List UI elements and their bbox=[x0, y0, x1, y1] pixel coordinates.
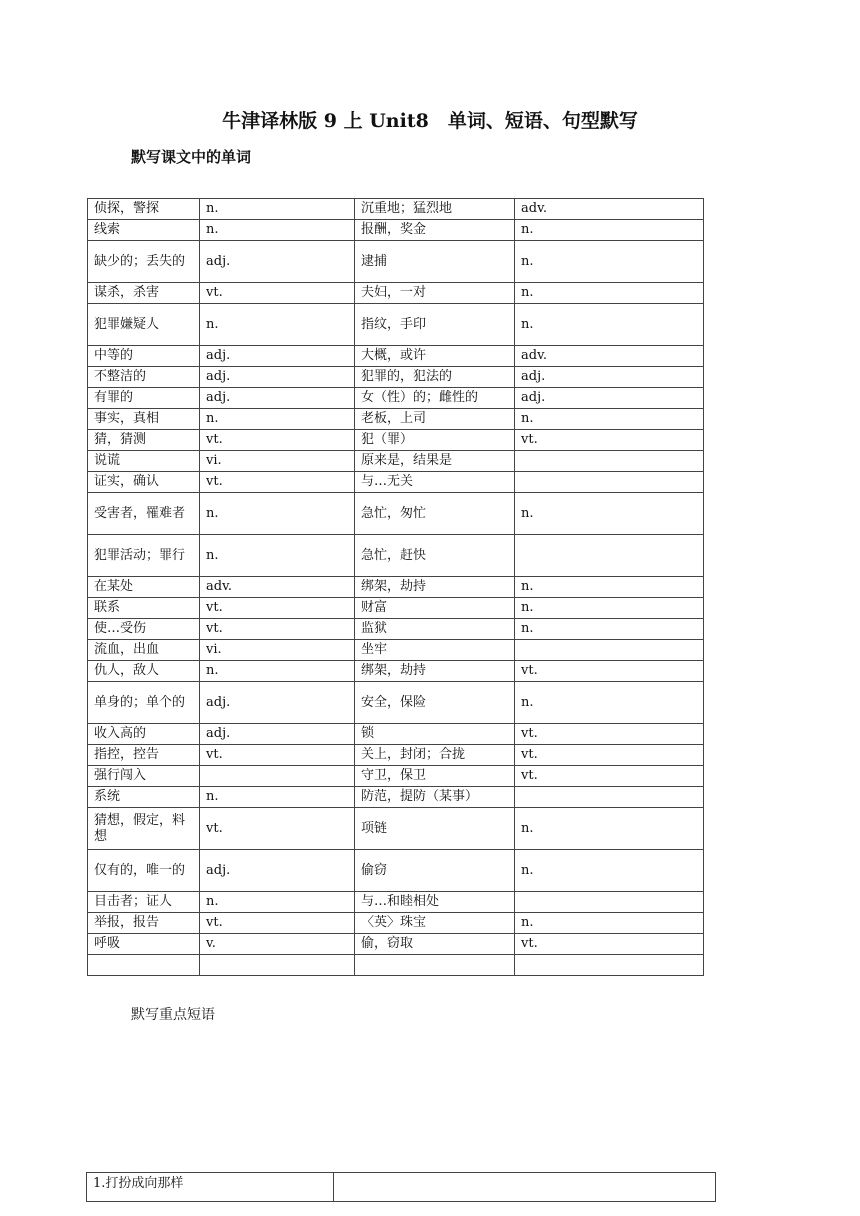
table-cell: 绑架，劫持 bbox=[355, 661, 515, 682]
table-cell: 在某处 bbox=[88, 577, 200, 598]
table-row bbox=[88, 724, 704, 745]
table-cell: vt. bbox=[200, 472, 355, 493]
table-row bbox=[88, 220, 704, 241]
table-cell: 收入高的 bbox=[88, 724, 200, 745]
table-cell: vi. bbox=[200, 640, 355, 661]
table-cell: 逮捕 bbox=[355, 241, 515, 283]
table-cell: 举报，报告 bbox=[88, 913, 200, 934]
table-cell: vt. bbox=[200, 283, 355, 304]
table-cell: vt. bbox=[515, 661, 704, 682]
table-cell: 有罪的 bbox=[88, 388, 200, 409]
table-cell bbox=[515, 451, 704, 472]
table-cell: vt. bbox=[200, 745, 355, 766]
table-row bbox=[88, 388, 704, 409]
table-cell: n. bbox=[515, 808, 704, 850]
table-row bbox=[88, 535, 704, 577]
table-cell: 原来是，结果是 bbox=[355, 451, 515, 472]
table-row bbox=[88, 430, 704, 451]
table-cell bbox=[515, 892, 704, 913]
section-heading-words: 默写课文中的单词 bbox=[131, 148, 252, 166]
table-cell: vt. bbox=[200, 913, 355, 934]
table-cell: 急忙，匆忙 bbox=[355, 493, 515, 535]
table-cell: vt. bbox=[200, 619, 355, 640]
table-cell: n. bbox=[515, 577, 704, 598]
table-cell: 〈英〉珠宝 bbox=[355, 913, 515, 934]
table-cell: 线索 bbox=[88, 220, 200, 241]
table-cell: 与…和睦相处 bbox=[355, 892, 515, 913]
table-cell: n. bbox=[200, 493, 355, 535]
table-cell: 犯罪嫌疑人 bbox=[88, 304, 200, 346]
table-cell bbox=[515, 640, 704, 661]
section-heading-phrases: 默写重点短语 bbox=[131, 1007, 215, 1023]
table-row bbox=[88, 199, 704, 220]
table-cell: 事实，真相 bbox=[88, 409, 200, 430]
table-cell bbox=[515, 535, 704, 577]
table-cell: adj. bbox=[200, 346, 355, 367]
table-cell: 强行闯入 bbox=[88, 766, 200, 787]
table-cell: n. bbox=[515, 913, 704, 934]
table-cell: n. bbox=[515, 283, 704, 304]
table-cell: adj. bbox=[515, 388, 704, 409]
table-cell bbox=[200, 766, 355, 787]
page-title: 牛津译林版 9 上 Unit8 单词、短语、句型默写 bbox=[222, 110, 638, 132]
table-cell: 侦探，警探 bbox=[88, 199, 200, 220]
table-cell: n. bbox=[200, 409, 355, 430]
table-cell bbox=[515, 787, 704, 808]
table-cell bbox=[515, 955, 704, 976]
table-cell: vt. bbox=[515, 430, 704, 451]
table-cell: 报酬，奖金 bbox=[355, 220, 515, 241]
table-cell: n. bbox=[200, 220, 355, 241]
table-row bbox=[88, 955, 704, 976]
table-cell: 系统 bbox=[88, 787, 200, 808]
table-cell: 缺少的；丢失的 bbox=[88, 241, 200, 283]
table-cell: adv. bbox=[515, 346, 704, 367]
table-row bbox=[88, 661, 704, 682]
table-cell: 不整洁的 bbox=[88, 367, 200, 388]
table-cell bbox=[515, 472, 704, 493]
table-cell: n. bbox=[515, 850, 704, 892]
table-row bbox=[88, 241, 704, 283]
table-row bbox=[88, 619, 704, 640]
table-cell: 犯罪活动；罪行 bbox=[88, 535, 200, 577]
table-cell: n. bbox=[515, 598, 704, 619]
table-cell: n. bbox=[515, 409, 704, 430]
table-cell: 守卫，保卫 bbox=[355, 766, 515, 787]
table-cell bbox=[355, 955, 515, 976]
table-row bbox=[88, 640, 704, 661]
table-cell: vi. bbox=[200, 451, 355, 472]
table-cell: n. bbox=[200, 892, 355, 913]
table-cell: adj. bbox=[200, 724, 355, 745]
table-cell: n. bbox=[515, 220, 704, 241]
table-cell: 犯（罪） bbox=[355, 430, 515, 451]
table-row bbox=[88, 766, 704, 787]
table-cell: adj. bbox=[200, 367, 355, 388]
table-cell: 项链 bbox=[355, 808, 515, 850]
table-cell: 与…无关 bbox=[355, 472, 515, 493]
table-row bbox=[88, 451, 704, 472]
table-cell bbox=[200, 955, 355, 976]
table-cell: 犯罪的，犯法的 bbox=[355, 367, 515, 388]
table-cell: 老板，上司 bbox=[355, 409, 515, 430]
table-row bbox=[88, 808, 704, 850]
table-cell: vt. bbox=[515, 724, 704, 745]
table-cell bbox=[88, 955, 200, 976]
table-row bbox=[88, 892, 704, 913]
table-cell: 偷，窃取 bbox=[355, 934, 515, 955]
table-cell: 猜，猜测 bbox=[88, 430, 200, 451]
table-cell: 监狱 bbox=[355, 619, 515, 640]
table-row bbox=[88, 934, 704, 955]
table-cell: 指纹，手印 bbox=[355, 304, 515, 346]
table-cell: adv. bbox=[200, 577, 355, 598]
table-cell: v. bbox=[200, 934, 355, 955]
table-cell: 锁 bbox=[355, 724, 515, 745]
table-cell: 关上，封闭；合拢 bbox=[355, 745, 515, 766]
table-cell: adj. bbox=[200, 850, 355, 892]
phrase-table bbox=[86, 1172, 716, 1202]
table-cell: adj. bbox=[515, 367, 704, 388]
table-row bbox=[87, 1173, 716, 1202]
table-cell: 仅有的，唯一的 bbox=[88, 850, 200, 892]
table-cell: n. bbox=[200, 199, 355, 220]
table-cell: 偷窃 bbox=[355, 850, 515, 892]
table-cell: n. bbox=[515, 304, 704, 346]
table-cell: vt. bbox=[515, 934, 704, 955]
table-cell: 证实，确认 bbox=[88, 472, 200, 493]
table-cell: 坐牢 bbox=[355, 640, 515, 661]
table-cell: n. bbox=[200, 787, 355, 808]
table-cell: 夫妇，一对 bbox=[355, 283, 515, 304]
table-cell: adj. bbox=[200, 682, 355, 724]
table-cell: 安全，保险 bbox=[355, 682, 515, 724]
table-cell: n. bbox=[200, 304, 355, 346]
answer-cell[interactable] bbox=[334, 1173, 716, 1202]
table-cell: 受害者，罹难者 bbox=[88, 493, 200, 535]
table-cell: vt. bbox=[200, 808, 355, 850]
table-row bbox=[88, 283, 704, 304]
table-row bbox=[88, 346, 704, 367]
table-cell: 沉重地；猛烈地 bbox=[355, 199, 515, 220]
table-cell: 目击者；证人 bbox=[88, 892, 200, 913]
table-cell: n. bbox=[200, 661, 355, 682]
table-cell: vt. bbox=[515, 766, 704, 787]
table-cell: 使…受伤 bbox=[88, 619, 200, 640]
table-row bbox=[88, 598, 704, 619]
table-cell: n. bbox=[200, 535, 355, 577]
table-cell: vt. bbox=[200, 598, 355, 619]
table-row bbox=[88, 409, 704, 430]
table-cell: 谋杀，杀害 bbox=[88, 283, 200, 304]
table-cell: n. bbox=[515, 241, 704, 283]
table-cell: 财富 bbox=[355, 598, 515, 619]
table-cell: 说谎 bbox=[88, 451, 200, 472]
table-cell: 中等的 bbox=[88, 346, 200, 367]
table-cell: 防范，提防（某事） bbox=[355, 787, 515, 808]
table-row bbox=[88, 472, 704, 493]
table-cell: 联系 bbox=[88, 598, 200, 619]
table-row bbox=[88, 913, 704, 934]
table-row bbox=[88, 745, 704, 766]
table-cell: 猜想，假定，料想 bbox=[88, 808, 200, 850]
vocab-table bbox=[87, 198, 704, 976]
table-row bbox=[88, 367, 704, 388]
table-cell: 指控，控告 bbox=[88, 745, 200, 766]
phrase-cell: 1.打扮成向那样 bbox=[87, 1173, 334, 1202]
table-cell: n. bbox=[515, 493, 704, 535]
table-cell: 绑架，劫持 bbox=[355, 577, 515, 598]
table-cell: adj. bbox=[200, 241, 355, 283]
table-row bbox=[88, 304, 704, 346]
table-row bbox=[88, 493, 704, 535]
table-cell: vt. bbox=[200, 430, 355, 451]
table-cell: vt. bbox=[515, 745, 704, 766]
table-row bbox=[88, 577, 704, 598]
table-cell: 仇人，敌人 bbox=[88, 661, 200, 682]
table-cell: adj. bbox=[200, 388, 355, 409]
table-cell: 急忙，赶快 bbox=[355, 535, 515, 577]
table-row bbox=[88, 682, 704, 724]
table-cell: n. bbox=[515, 682, 704, 724]
table-cell: 单身的；单个的 bbox=[88, 682, 200, 724]
table-cell: 女（性）的；雌性的 bbox=[355, 388, 515, 409]
table-cell: 呼吸 bbox=[88, 934, 200, 955]
table-row bbox=[88, 850, 704, 892]
table-cell: n. bbox=[515, 619, 704, 640]
table-cell: 大概，或许 bbox=[355, 346, 515, 367]
table-row bbox=[88, 787, 704, 808]
table-cell: adv. bbox=[515, 199, 704, 220]
table-cell: 流血，出血 bbox=[88, 640, 200, 661]
